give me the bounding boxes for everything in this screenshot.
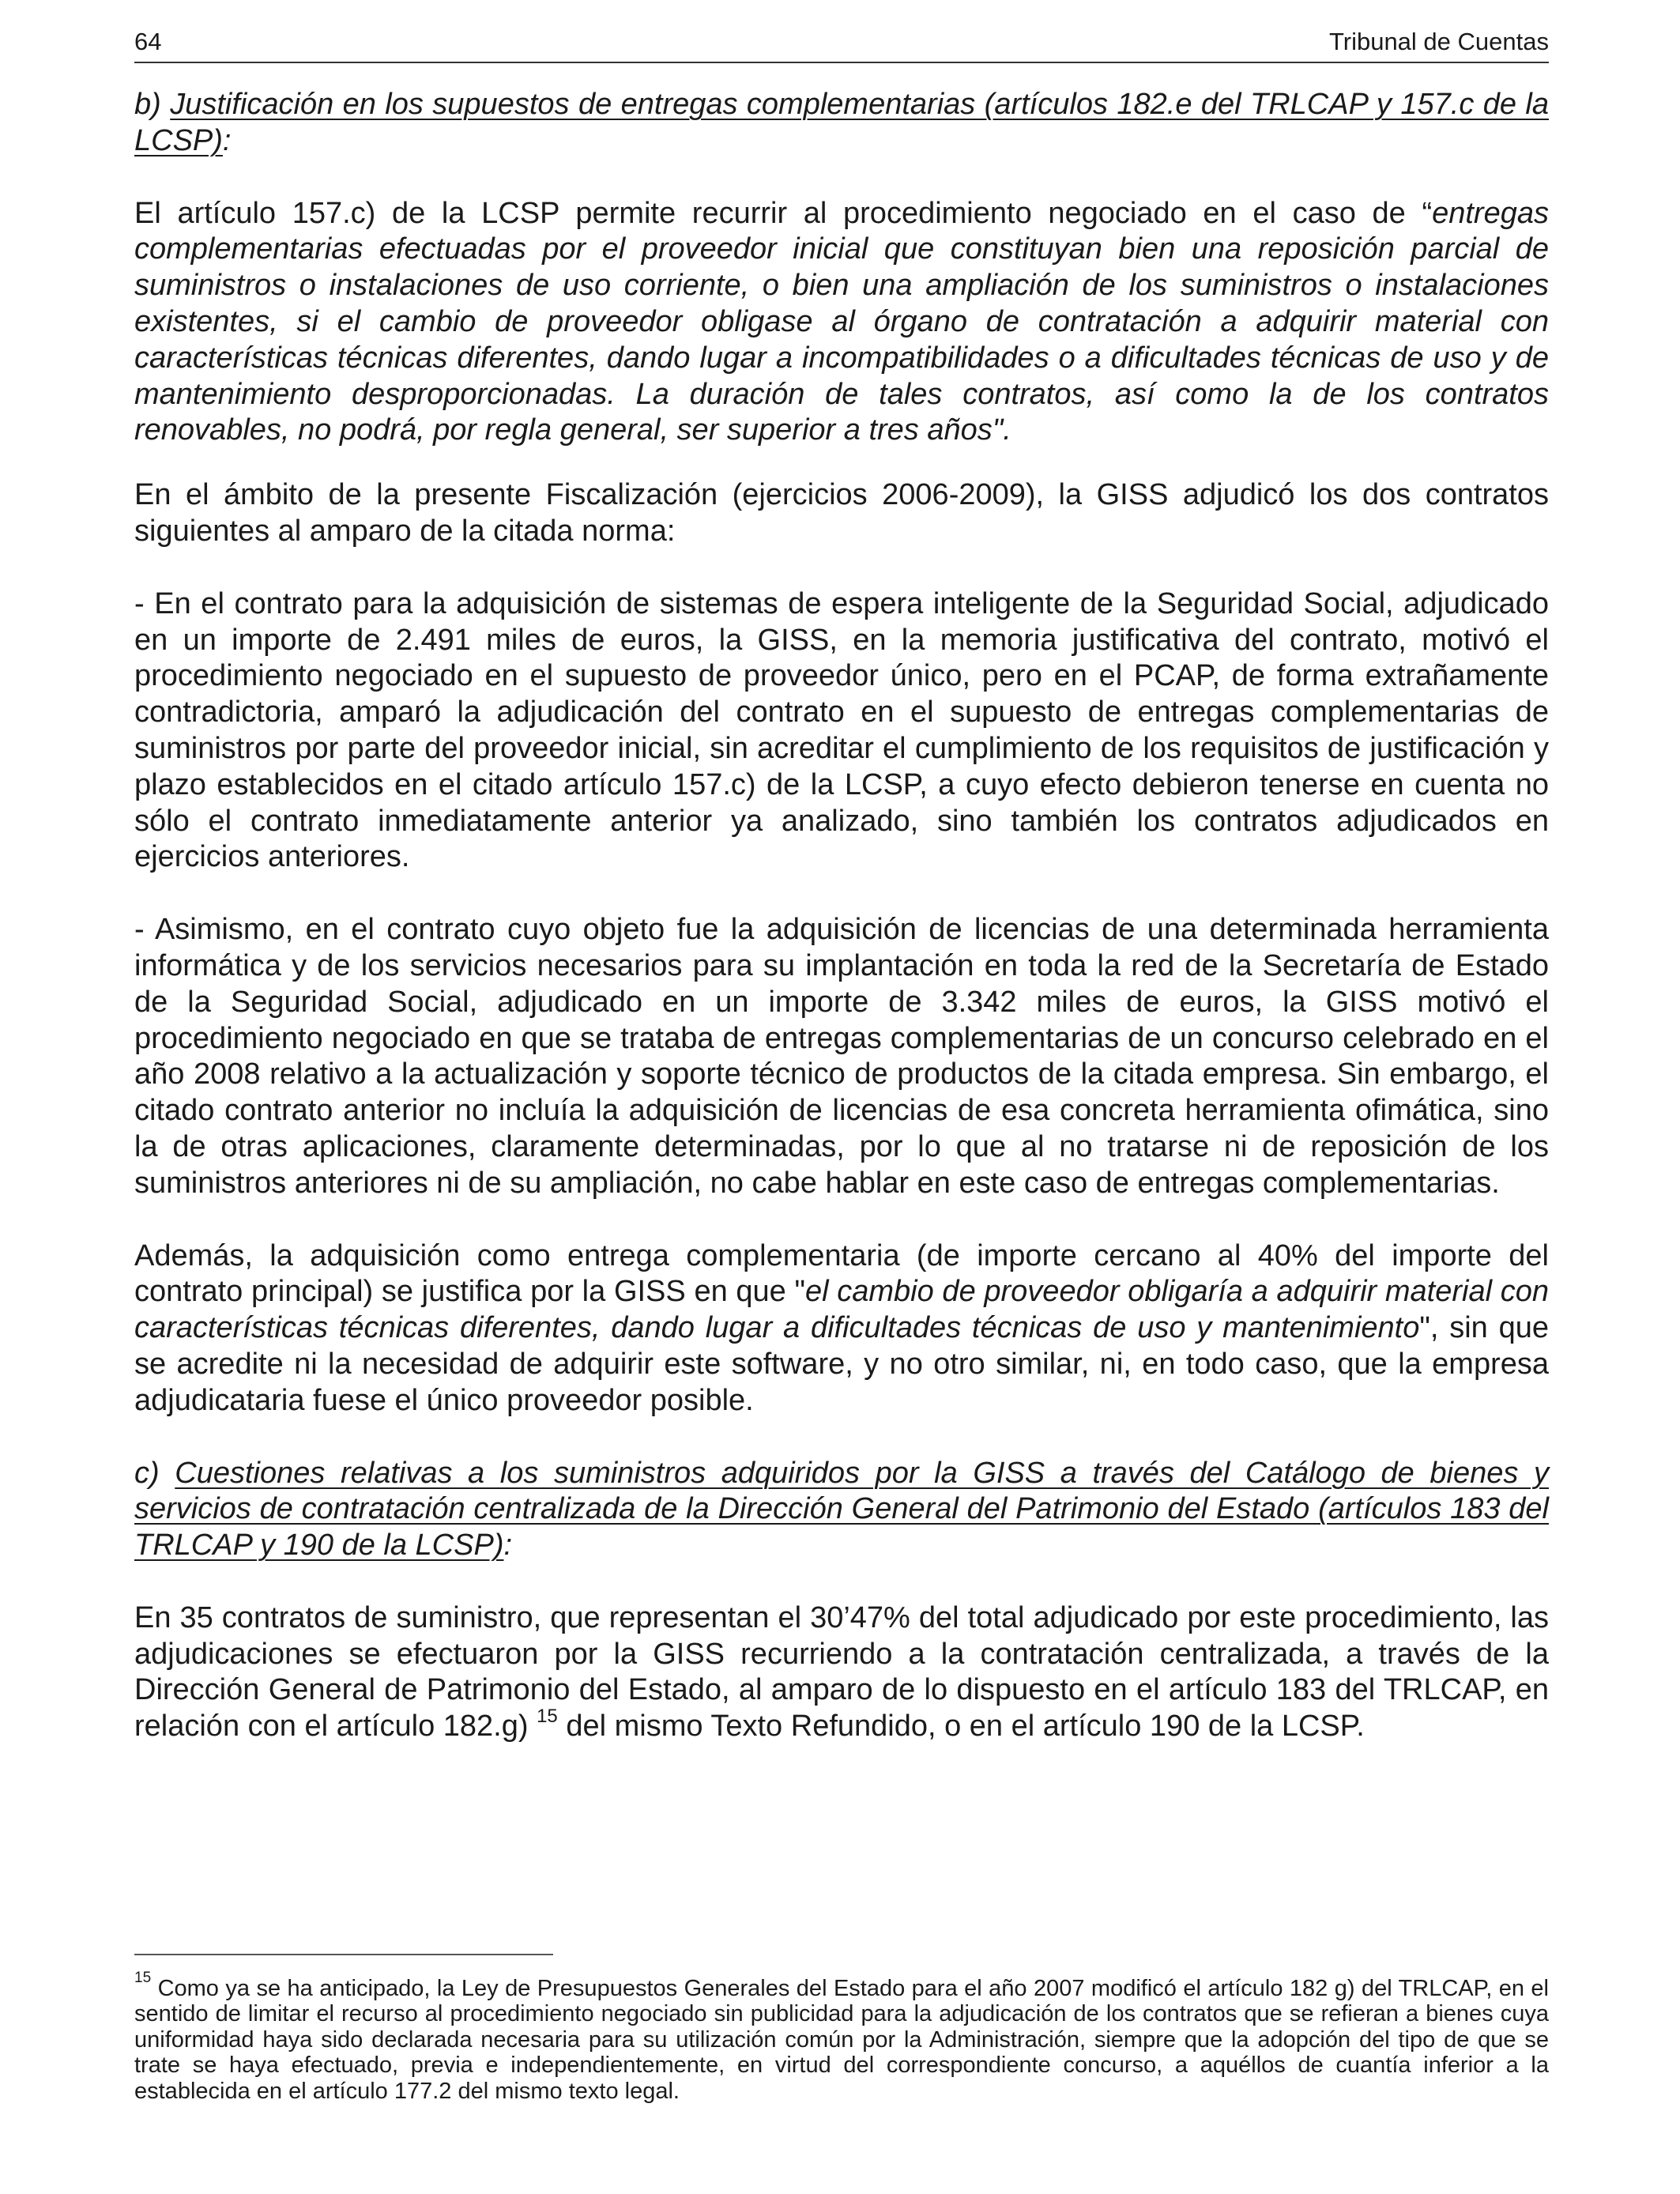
paragraph-1-quote: entregas complementarias efectuadas por el proveedor inicial que constituyan bien una reposición parcial de suministros o instalaciones de uso corriente, o bien una ampliación de los suministros o instalaciones existentes, si el cambio de proveedor obligase al órgano de contratación a adquirir material con características técnicas diferentes, dando lugar a incompatibilidades o a dificultades técnicas de uso y de mantenimiento desproporcionadas. La duración de tales contratos, así como la de los contratos renovables, no podrá, por regla general, ser superior a tres años".	[134, 196, 1549, 447]
footnote	[134, 1970, 1549, 2104]
footnote-separator	[134, 1954, 553, 1955]
page-header	[134, 24, 1549, 63]
paragraph-3: - En el contrato para la adquisición de sistemas de espera inteligente de la Seguridad Social, adjudicado en un importe de 2.491 miles de euros, la GISS, en la memoria justificativa del contrato, motivó el procedimiento negociado en el supuesto de proveedor único, pero en el PCAP, de forma extrañamente contradictoria, amparó la adjudicación del contrato en el supuesto de entregas complementarias de suministros por parte del proveedor inicial, sin acreditar el cumplimiento de los requisitos de justificación y plazo establecidos en el citado artículo 157.c) de la LCSP, a cuyo efecto debieron tenerse en cuenta no sólo el contrato inmediatamente anterior ya analizado, sino también los contratos adjudicados en ejercicios anteriores.	[134, 586, 1549, 874]
paragraph-2: En el ámbito de la presente Fiscalización (ejercicios 2006-2009), la GISS adjudicó los dos contratos siguientes al amparo de la citada norma:	[134, 478, 1549, 548]
paragraph-4: - Asimismo, en el contrato cuyo objeto fue la adquisición de licencias de una determinada herramienta informática y de los servicios necesarios para su implantación en toda la red de la Secretaría de Estado de la Seguridad Social, adjudicado en un importe de 3.342 miles de euros, la GISS motivó el procedimiento negociado en que se trataba de entregas complementarias de un concurso celebrado en el año 2008 relativo a la actualización y soporte técnico de productos de la citada empresa. Sin embargo, el citado contrato anterior no incluía la adquisición de licencias de esa concreta herramienta ofimática, sino la de otras aplicaciones, claramente determinadas, por lo que al no tratarse ni de reposición de los suministros anteriores ni de su ampliación, no cabe hablar en este caso de entregas complementarias.	[134, 913, 1549, 1200]
paragraph-5-intro: Además, la adquisición como entrega complementaria (de importe cercano al 40% del importe del contrato principal) se justifica por la GISS en que "	[134, 1238, 1549, 1309]
section-b-heading	[134, 87, 1549, 160]
paragraph-1-intro: El artículo 157.c) de la LCSP permite recurrir al procedimiento negociado en el caso de “	[134, 196, 1433, 230]
section-c-heading	[134, 1456, 1549, 1564]
paragraph-5-quote: el cambio de proveedor obligaría a adquirir material con características técnicas diferentes, dando lugar a dificultades técnicas de uso y mantenimiento	[134, 1275, 1549, 1345]
footnote-15	[134, 1970, 1549, 2104]
footnote-reference[interactable]: 15	[537, 1705, 558, 1727]
footnote-text: Como ya se ha anticipado, la Ley de Presupuestos Generales del Estado para el año 2007 modificó el artículo 182 g) del TRLCAP, en el sentido de limitar el recurso al procedimiento negociado sin publicidad para la adjudicación de los contratos que se refieran a bienes cuya uniformidad haya sido declarada necesaria para su utilización común por la Administración, siempre que la adopción del tipo de que se trate se haya efectuado, previa e independientemente, en virtud del correspondiente concurso, a aquéllos de cuantía inferior a la establecida en el artículo 177.2 del mismo texto legal.	[134, 1976, 1549, 2104]
paragraph-1	[134, 196, 1549, 450]
page-number: 64	[134, 28, 162, 55]
section-c-colon: :	[503, 1529, 513, 1563]
paragraph-6-text-after: del mismo Texto Refundido, o en el artículo 190 de la LCSP.	[557, 1710, 1365, 1744]
section-b-colon: :	[222, 123, 232, 157]
paragraph-5	[134, 1238, 1549, 1419]
paragraph-6-text-before: En 35 contratos de suministro, que representan el 30’47% del total adjudicado por este procedimiento, las adjudicaciones se efectuaron por la GISS recurriendo a la contratación centralizada, a través de la Dirección General de Patrimonio del Estado, al amparo de lo dispuesto en el artículo 183 del TRLCAP, en relación con el artículo 182.g)	[134, 1600, 1549, 1744]
section-c-title: Cuestiones relativas a los suministros adquiridos por la GISS a través del Catálogo de bienes y servicios de contratación centralizada de la Dirección General del Patrimonio del Estado (artículos 183 del TRLCAP y 190 de la LCSP)	[134, 1456, 1549, 1563]
section-c-label: c)	[134, 1456, 175, 1490]
paragraph-5-outro: ", sin que se acredite ni la necesidad de adquirir este software, y no otro similar, ni, en todo caso, que la empresa adjudicataria fuese el único proveedor posible.	[134, 1311, 1549, 1417]
document-page	[134, 24, 1549, 1745]
section-b-label: b)	[134, 88, 171, 121]
paragraph-6	[134, 1600, 1549, 1745]
publisher-name: Tribunal de Cuentas	[1328, 28, 1549, 55]
footnote-number: 15	[134, 1970, 152, 1987]
document-body	[134, 87, 1549, 1745]
section-b-title: Justificación en los supuestos de entregas complementarias (artículos 182.e del TRLCAP y 157.c de la LCSP)	[134, 88, 1549, 157]
